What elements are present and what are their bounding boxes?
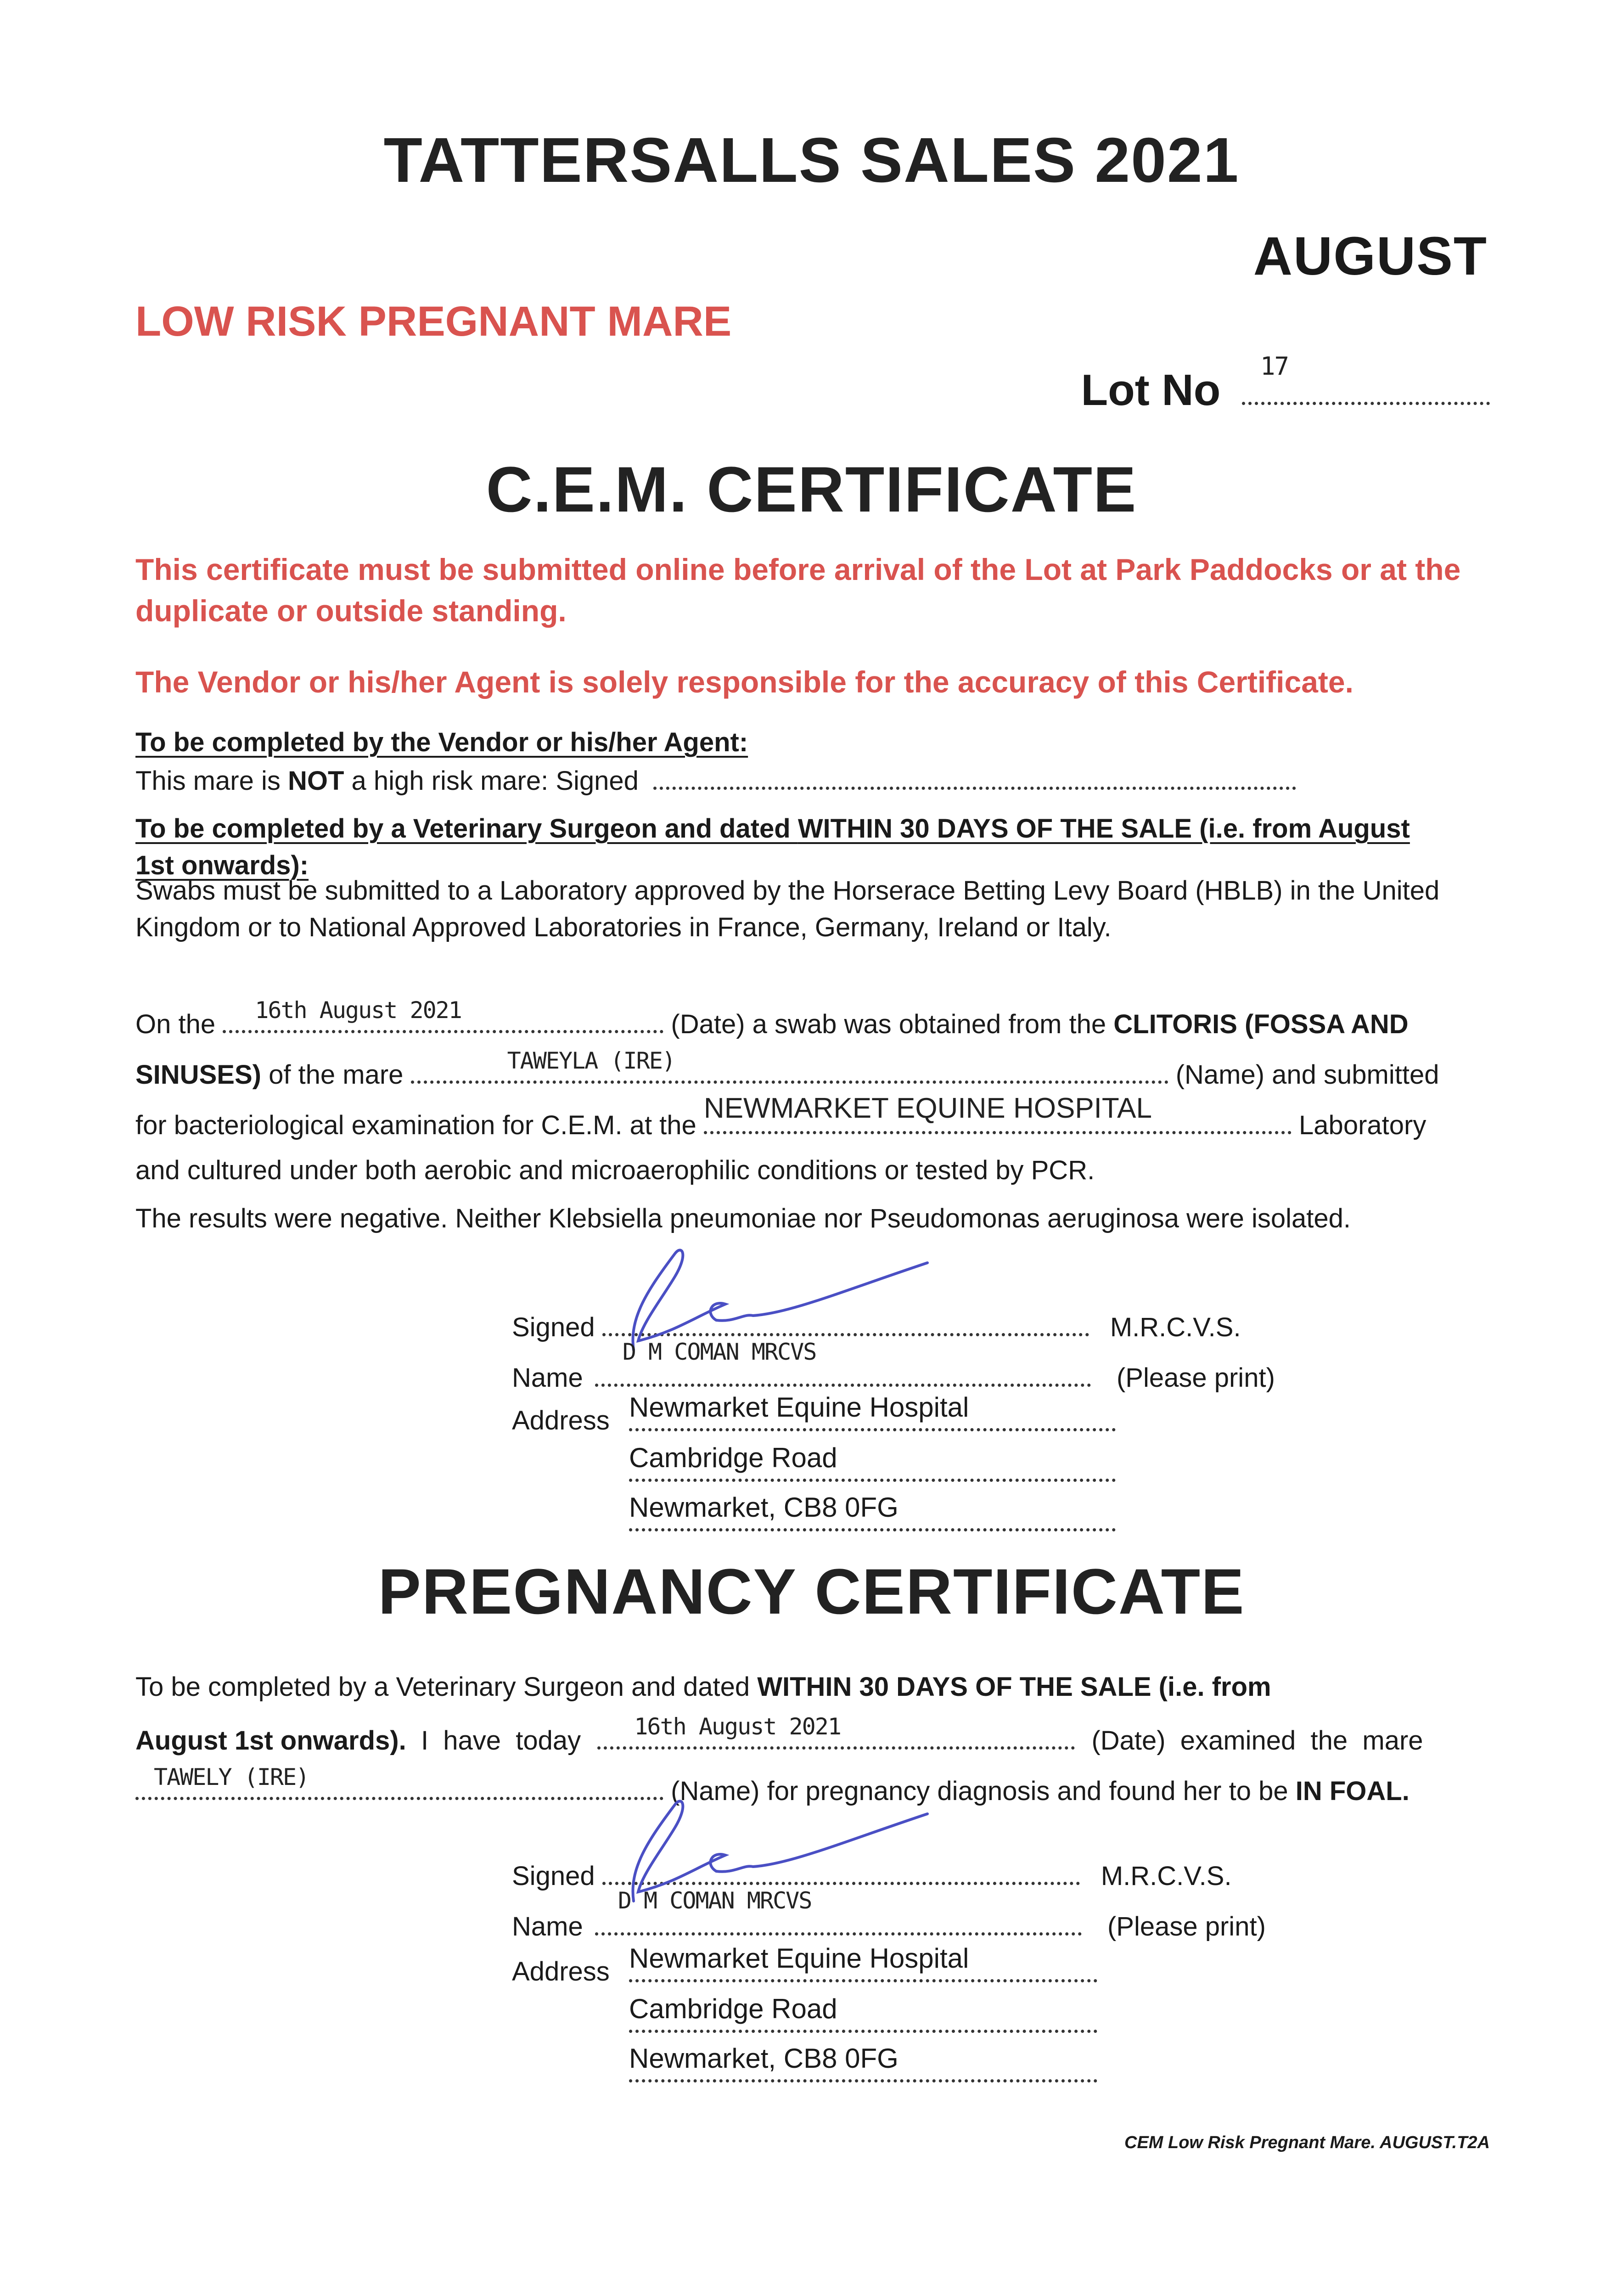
vendor-heading: To be completed by the Vendor or his/her Agent:: [135, 727, 748, 757]
pregnancy-certificate-title: PREGNANCY CERTIFICATE: [378, 1555, 1245, 1627]
preg-name-row: [512, 1887, 1266, 1942]
vendor-line-signed: a high risk mare: Signed: [344, 766, 639, 796]
address-line-text: Newmarket, CB8 0FG: [629, 2043, 899, 2074]
vendor-line-not: NOT: [287, 766, 344, 796]
pregnancy-date-value: 16th August 2021: [634, 1713, 841, 1740]
laboratory-value: NEWMARKET EQUINE HOSPITAL: [703, 1092, 1152, 1124]
category-heading: LOW RISK PREGNANT MARE: [135, 298, 732, 345]
signed-label: Signed: [512, 1861, 595, 1891]
mrcvs-label: M.R.C.V.S.: [1110, 1312, 1241, 1342]
cem-vet-name-value: D M COMAN MRCVS: [622, 1339, 816, 1365]
lab-suffix-text: Laboratory: [1299, 1110, 1426, 1140]
swab-date-value: 16th August 2021: [255, 997, 461, 1024]
lot-number-value: 17: [1260, 352, 1289, 381]
pregnancy-deadline-cont: August 1st onwards).: [135, 1726, 406, 1756]
address-line-text: Cambridge Road: [629, 1993, 837, 2024]
swab-date-row: [135, 997, 1409, 1040]
cem-address-label: Address: [512, 1406, 610, 1435]
name-label: Name: [512, 1912, 583, 1941]
submission-notice: This certificate must be submitted online before arrival of the Lot at Park Paddocks or at the duplicate or outside standing.: [135, 552, 1461, 628]
vendor-declaration: [135, 760, 1296, 796]
document-title: TATTERSALLS SALES 2021: [383, 125, 1240, 196]
name-label: Name: [512, 1363, 583, 1393]
lot-label: Lot No: [1081, 366, 1221, 415]
swab-date-field[interactable]: [223, 997, 663, 1033]
address-line-text: Newmarket Equine Hospital: [629, 1392, 969, 1423]
on-the-label: On the: [135, 1009, 216, 1039]
pregnancy-mare-name-value: TAWELY (IRE): [154, 1764, 309, 1790]
cem-vet-name-field[interactable]: [595, 1339, 1091, 1387]
vet-heading-text: To be completed by a Veterinary Surgeon and dated: [135, 814, 798, 844]
culture-text: and cultured under both aerobic and microaerophilic conditions or tested by PCR.: [135, 1155, 1095, 1185]
clitoris-label: CLITORIS (FOSSA AND: [1113, 1009, 1409, 1039]
mrcvs-label: M.R.C.V.S.: [1101, 1861, 1232, 1891]
pregnancy-intro-row-2: [135, 1713, 1423, 1756]
address-line-text: Cambridge Road: [629, 1442, 837, 1473]
vendor-signature-line[interactable]: [653, 760, 1296, 790]
address-line-text: Newmarket Equine Hospital: [629, 1943, 969, 1974]
name-suffix-text: (Name) and submitted: [1175, 1060, 1439, 1090]
pregnancy-date-field[interactable]: [597, 1713, 1075, 1750]
in-foal-result: IN FOAL.: [1295, 1776, 1410, 1806]
cem-signature-scribble: [606, 1235, 937, 1355]
laboratory-field[interactable]: [703, 1092, 1292, 1134]
cem-address-line-1: [629, 1391, 1116, 1423]
lot-number-field: [1081, 352, 1490, 416]
swabs-requirement: Swabs must be submitted to a Laboratory approved by the Horserace Betting Levy Board (HBLB) in the United Kingdom or to National Approved Laboratories in France, Germany, Ireland or Italy.: [135, 876, 1440, 942]
preg-address-line-1: [629, 1942, 1097, 1974]
preg-vet-name-field[interactable]: [595, 1887, 1082, 1936]
footer-reference: CEM Low Risk Pregnant Mare. AUGUST.T2A: [1124, 2133, 1490, 2152]
preg-vet-name-value: D M COMAN MRCVS: [618, 1887, 812, 1914]
preg-address-label: Address: [512, 1957, 610, 1986]
lot-number-line: [1242, 352, 1490, 405]
mare-name-value: TAWEYLA (IRE): [507, 1047, 675, 1074]
laboratory-row: [135, 1092, 1426, 1141]
please-print-label: (Please print): [1116, 1363, 1275, 1393]
mare-name-field[interactable]: [411, 1047, 1168, 1084]
have-today-text: I have today: [406, 1726, 581, 1756]
sinuses-label: SINUSES): [135, 1060, 261, 1090]
of-the-mare-label: of the mare: [261, 1060, 404, 1090]
vendor-line-text: This mare is: [135, 766, 288, 796]
pregnancy-intro-row-1: [135, 1671, 1271, 1702]
address-line-text: Newmarket, CB8 0FG: [629, 1492, 899, 1523]
preg-address-line-2: [629, 1993, 1097, 2025]
results-text: The results were negative. Neither Klebsiella pneumoniae nor Pseudomonas aeruginosa were isolated.: [135, 1204, 1351, 1233]
preg-address-line-3: [629, 2043, 1097, 2074]
cem-certificate-title: C.E.M. CERTIFICATE: [486, 453, 1137, 525]
sale-name: AUGUST: [1253, 226, 1488, 287]
pregnancy-mare-name-field[interactable]: [135, 1764, 663, 1800]
pregnancy-date-suffix: (Date) examined the mare: [1091, 1726, 1423, 1756]
lab-prefix-text: for bacteriological examination for C.E.M. at the: [135, 1110, 696, 1140]
signed-label: Signed: [512, 1312, 595, 1342]
date-suffix-text: (Date) a swab was obtained from the: [671, 1009, 1114, 1039]
cem-address-line-2: [629, 1442, 1116, 1474]
responsibility-notice: The Vendor or his/her Agent is solely responsible for the accuracy of this Certificate.: [135, 665, 1353, 699]
vet-heading-colon: :: [299, 850, 309, 880]
vet-heading-deadline: WITHIN 30 DAYS OF THE SALE (i.e. from August 1st onwards): [135, 814, 1410, 880]
please-print-label: (Please print): [1107, 1912, 1266, 1941]
pregnancy-intro-text: To be completed by a Veterinary Surgeon and dated: [135, 1672, 758, 1702]
pregnancy-deadline: WITHIN 30 DAYS OF THE SALE (i.e. from: [757, 1672, 1271, 1702]
pregnancy-name-suffix: (Name) for pregnancy diagnosis and found her to be: [671, 1776, 1296, 1806]
mare-name-row: [135, 1047, 1439, 1090]
cem-address-line-3: [629, 1491, 1116, 1523]
cem-name-row: [512, 1339, 1275, 1393]
